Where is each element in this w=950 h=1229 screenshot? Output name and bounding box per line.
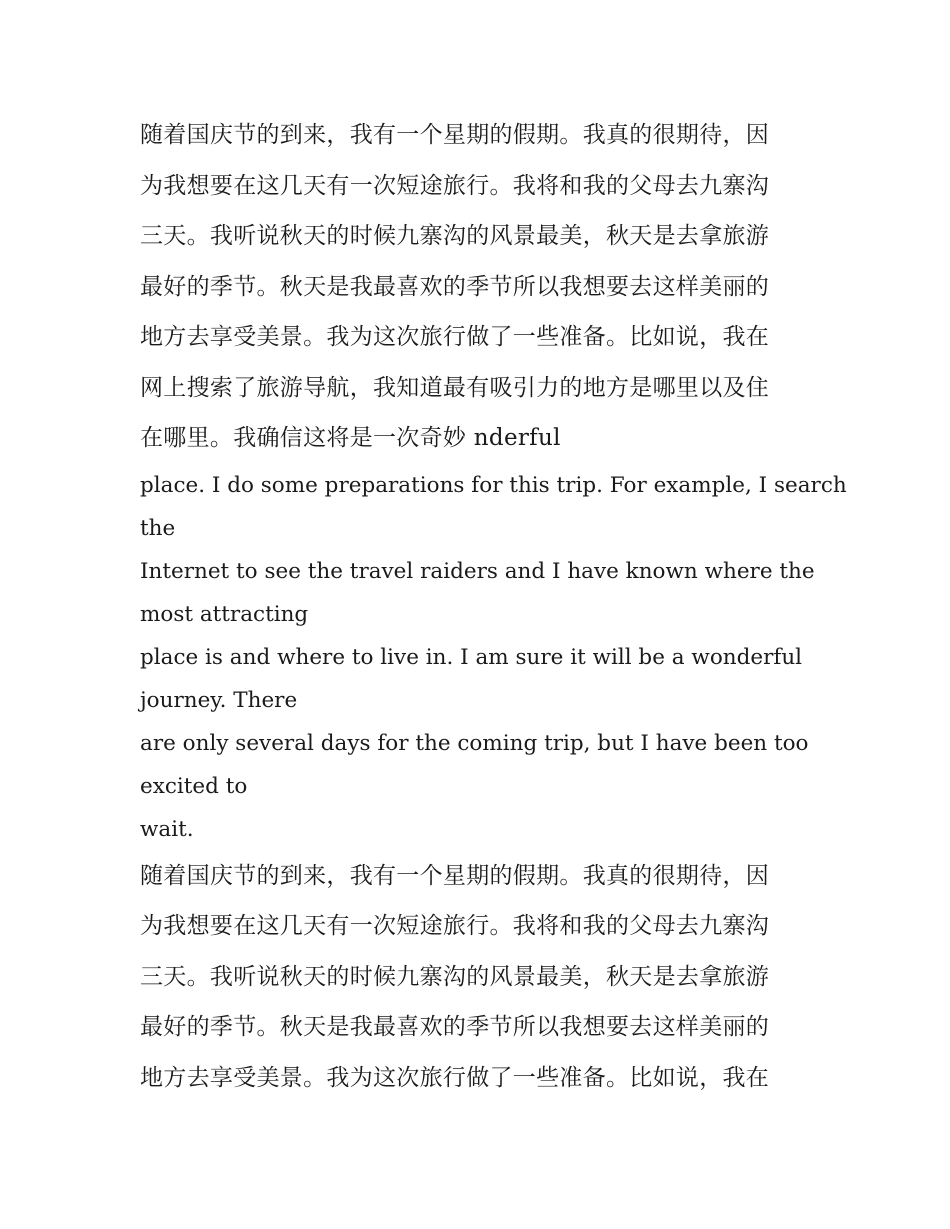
text-line: 最好的季节。秋天是我最喜欢的季节所以我想要去这样美丽的 [140,273,770,300]
text-line: excited to [140,773,248,799]
text-line: journey. There [140,687,298,713]
text-line: place is and where to live in. I am sure it will be a wonderful [140,644,803,670]
text-line: 网上搜索了旅游导航，我知道最有吸引力的地方是哪里以及住 [140,374,770,401]
text-line: 最好的季节。秋天是我最喜欢的季节所以我想要去这样美丽的 [140,1014,770,1040]
chinese-paragraph-1 [140,110,820,464]
text-line: 为我想要在这几天有一次短途旅行。我将和我的父母去九寨沟 [140,913,770,939]
text-line: 随着国庆节的到来，我有一个星期的假期。我真的很期待，因 [140,862,770,889]
text-line: 地方去享受美景。我为这次旅行做了一些准备。比如说，我在 [140,324,770,350]
text-line: are only several days for the coming trip, but I have been too [140,730,809,756]
english-paragraph [140,464,847,851]
text-line: 随着国庆节的到来，我有一个星期的假期。我真的很期待，因 [140,122,770,148]
text-line: 地方去享受美景。我为这次旅行做了一些准备。比如说，我在 [140,1064,770,1091]
text-line: 三天。我听说秋天的时候九寨沟的风景最美，秋天是去拿旅游 [140,223,770,249]
text-line: wait. [140,816,194,842]
text-line: 三天。我听说秋天的时候九寨沟的风景最美，秋天是去拿旅游 [140,963,770,990]
text-line: 为我想要在这几天有一次短途旅行。我将和我的父母去九寨沟 [140,172,770,199]
text-line: most attracting [140,601,309,627]
text-line: the [140,515,176,541]
chinese-paragraph-2 [140,851,820,1104]
text-line: place. I do some preparations for this trip. For example, I search [140,472,847,498]
text-line: Internet to see the travel raiders and I have known where the [140,558,815,584]
document-page [140,110,847,1103]
text-line: 在哪里。我确信这将是一次奇妙 nderful [140,425,561,451]
